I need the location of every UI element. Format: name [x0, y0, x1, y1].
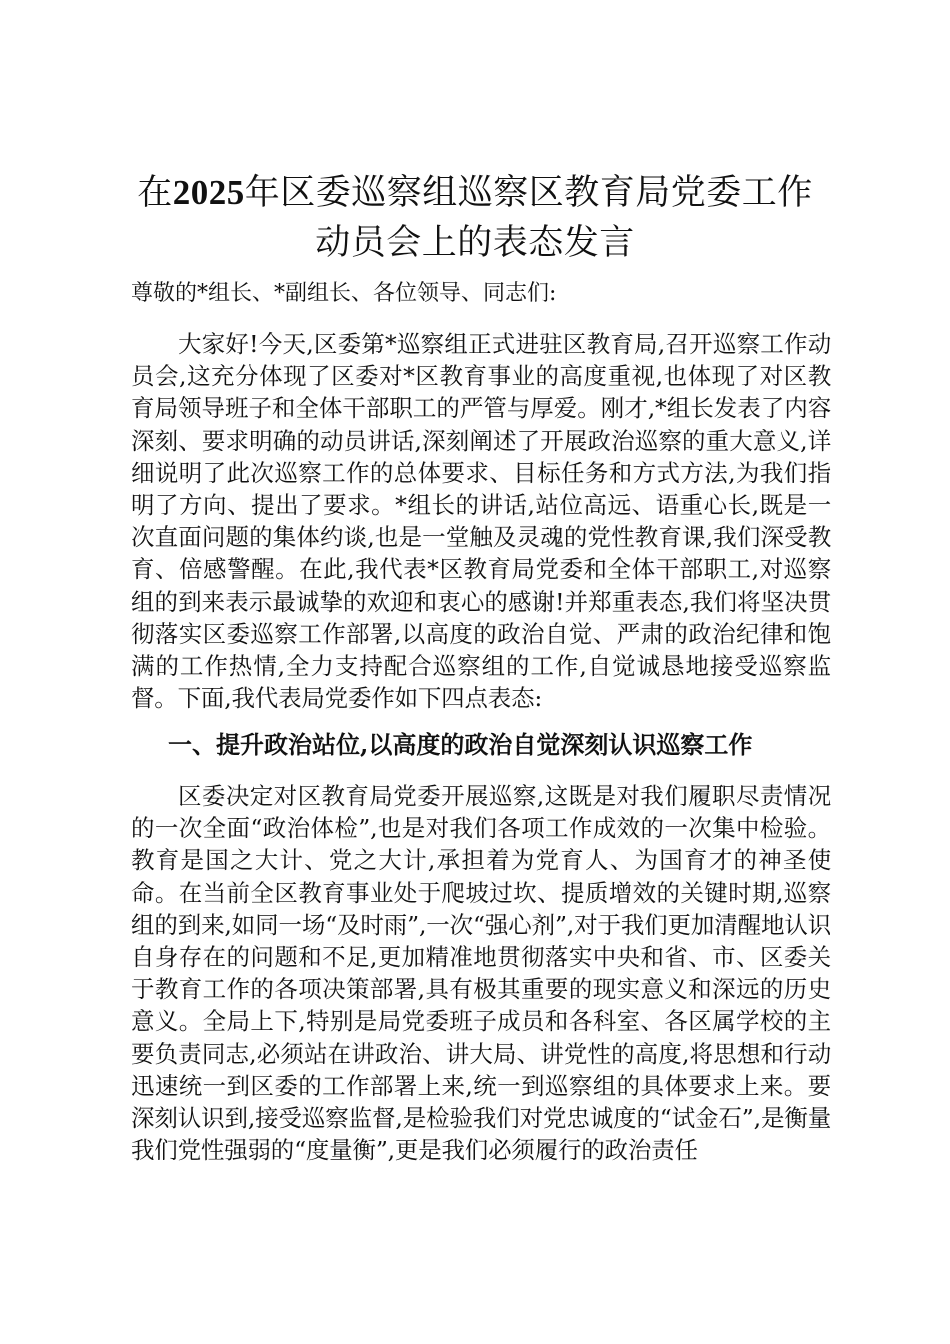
- salutation: 尊敬的*组长、*副组长、各位领导、同志们:: [131, 281, 557, 306]
- opening-paragraph: 大家好!今天,区委第*巡察组正式进驻区教育局,召开巡察工作动员会,这充分体现了区委对*区教育事业的高度重视,也体现了对区教育局领导班子和全体干部职工的严管与厚爱。刚才,*组长发表了内容深刻、要求明确的动员讲话,深刻阐述了开展政治巡察的重大意义,详细说明了此次巡察工作的总体要求、目标任务和方式方法,为我们指明了方向、提出了要求。*组长的讲话,站位高远、语重心长,既是一次直面问题的集体约谈,也是一堂触及灵魂的党性教育课,我们深受教育、倍感警醒。在此,我代表*区教育局党委和全体干部职工,对巡察组的到来表示最诚挚的欢迎和衷心的感谢!并郑重表态,我们将坚决贯彻落实区委巡察工作部署,以高度的政治自觉、严肃的政治纪律和饱满的工作热情,全力支持配合巡察组的工作,自觉诚恳地接受巡察监督。下面,我代表局党委作如下四点表态:: [131, 330, 831, 713]
- section-1-paragraph: 区委决定对区教育局党委开展巡察,这既是对我们履职尽责情况的一次全面“政治体检”,也是对我们各项工作成效的一次集中检验。教育是国之大计、党之大计,承担着为党育人、为国育才的神圣使命。在当前全区教育事业处于爬坡过坎、提质增效的关键时期,巡察组的到来,如同一场“及时雨”,一次“强心剂”,对于我们更加清醒地认识自身存在的问题和不足,更加精准地贯彻落实中央和省、市、区委关于教育工作的各项决策部署,具有极其重要的现实意义和深远的历史意义。全局上下,特别是局党委班子成员和各科室、各区属学校的主要负责同志,必须站在讲政治、讲大局、讲党性的高度,将思想和行动迅速统一到区委的工作部署上来,统一到巡察组的具体要求上来。要深刻认识到,接受巡察监督,是检验我们对党忠诚度的“试金石”,是衡量我们党性强弱的“度量衡”,更是我们必须履行的政治责任: [131, 782, 831, 1165]
- document-title: [120, 168, 830, 268]
- title-rest: 年区委巡察组巡察区教育局党委工作动员会上的表态发言: [244, 173, 813, 263]
- section-heading-1: 一、提升政治站位,以高度的政治自觉深刻认识巡察工作: [168, 730, 753, 759]
- title-year: 2025: [172, 173, 245, 212]
- title-prefix: 在: [137, 173, 173, 213]
